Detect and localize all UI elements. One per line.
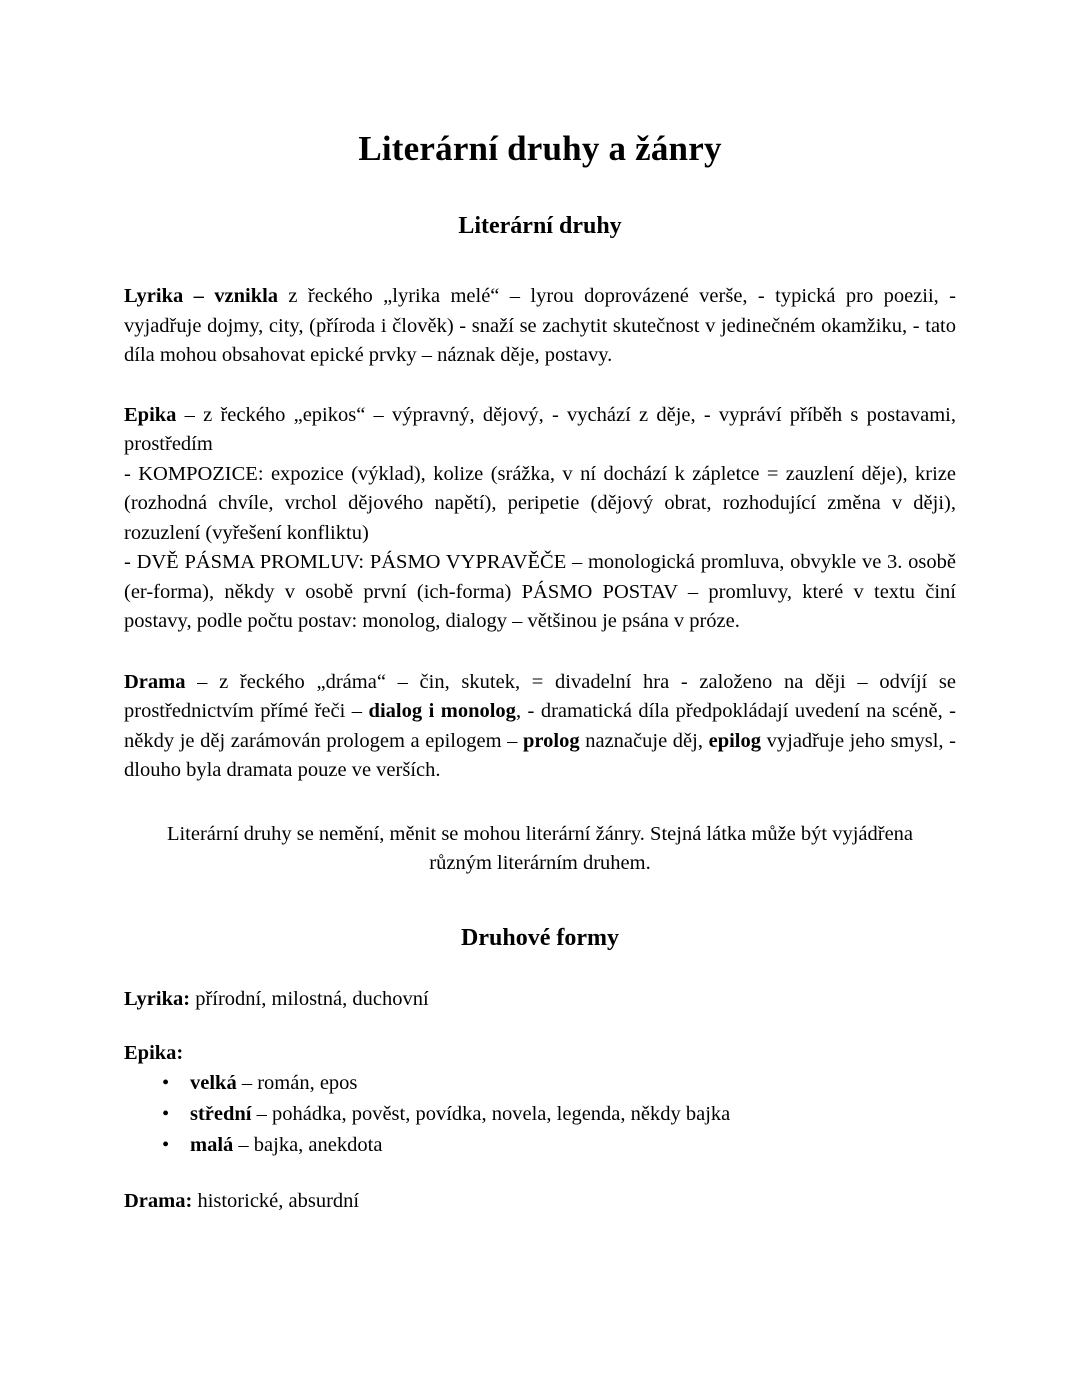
list-item-term: střední (190, 1103, 252, 1126)
paragraph-lyrika (124, 241, 956, 371)
list-item (124, 1068, 956, 1099)
drama-emphasis-dialog-monolog: dialog i monolog (368, 700, 516, 723)
paragraph-lyrika-text: z řeckého „lyrika melé“ – lyrou doprovázené verše, - typická pro poezii, - vyjadřuje dojmy, city, (příroda i člověk) - snaží se zachytit skutečnost v jedinečném okamžiku, - tato díla mohou obsahovat epické prvky – náznak děje, postavy. (124, 285, 956, 367)
drama-text-part-2: , - dramatická díla předpokládají uvedení na scéně, - někdy je děj zarámován prologem a epilogem – (124, 700, 957, 752)
form-label-lyrika: Lyrika: (124, 988, 191, 1011)
drama-text-part-3: naznačuje děj, (579, 729, 709, 752)
drama-emphasis-epilog: epilog (708, 729, 761, 752)
list-item (124, 1099, 956, 1130)
paragraph-drama (124, 637, 956, 786)
drama-emphasis-prolog: prolog (523, 729, 580, 752)
list-item-text: – pohádka, pověst, povídka, novela, legenda, někdy bajka (251, 1103, 731, 1126)
drama-text-part-1: – z řeckého „dráma“ – čin, skutek, = divadelní hra - založeno na ději – odvíjí se prostřednictvím přímé řeči – (124, 670, 956, 723)
term-lyrika: Lyrika – vznikla (124, 285, 279, 308)
bullet-icon: • (162, 1134, 170, 1157)
term-drama: Drama (124, 670, 186, 693)
bullet-icon: • (162, 1103, 170, 1126)
paragraph-epika-text: – z řeckého „epikos“ – výpravný, dějový, - vychází z děje, - vypráví příběh s postavami, prostředím (124, 403, 956, 456)
form-line-drama (124, 1161, 956, 1217)
form-value-lyrika: přírodní, milostná, duchovní (190, 988, 429, 1011)
document-content-column (124, 0, 956, 1217)
list-item-text: – román, epos (236, 1072, 358, 1095)
list-item-term: malá (190, 1134, 234, 1157)
closing-note-literarni-druhy: Literární druhy se nemění, měnit se mohou literární žánry. Stejná látka může být vyjádřena různým literárním druhem. (166, 822, 914, 875)
section-heading-literarni-druhy: Literární druhy (458, 213, 622, 240)
list-item-term: velká (190, 1072, 237, 1095)
paragraph-epika-pasma-promluv: - DVĚ PÁSMA PROMLUV: PÁSMO VYPRAVĚČE – monologická promluva, obvykle ve 3. osobě (er-forma), někdy v osobě první (ich-forma) PÁSMO POSTAV – promluvy, které v textu činí postavy, podle počtu postav: monolog, dialogy – většinou je psána v próze. (124, 551, 956, 633)
section-heading-druhove-formy: Druhové formy (461, 924, 619, 951)
term-epika: Epika (124, 403, 177, 426)
form-line-lyrika (124, 952, 956, 1015)
page-title: Literární druhy a žánry (358, 129, 722, 168)
form-value-drama: historické, absurdní (192, 1190, 360, 1213)
form-line-epika (124, 1015, 956, 1069)
bullet-icon: • (162, 1072, 170, 1095)
list-item-text: – bajka, anekdota (233, 1134, 383, 1157)
paragraph-epika-intro (124, 371, 956, 460)
form-label-epika: Epika: (124, 1041, 184, 1064)
drama-text-part-4: vyjadřuje jeho smysl, - dlouho byla dramata pouze ve verších. (124, 729, 956, 782)
list-item (124, 1130, 956, 1161)
paragraph-epika-kompozice: - KOMPOZICE: expozice (výklad), kolize (srážka, v ní dochází k zápletce = zauzlení děje), krize (rozhodná chvíle, vrchol dějového napětí), peripetie (dějový obrat, rozhodující změna v ději), rozuzlení (vyřešení konfliktu) (124, 462, 956, 544)
form-label-drama: Drama: (124, 1190, 193, 1213)
epika-genre-list (124, 1068, 956, 1161)
